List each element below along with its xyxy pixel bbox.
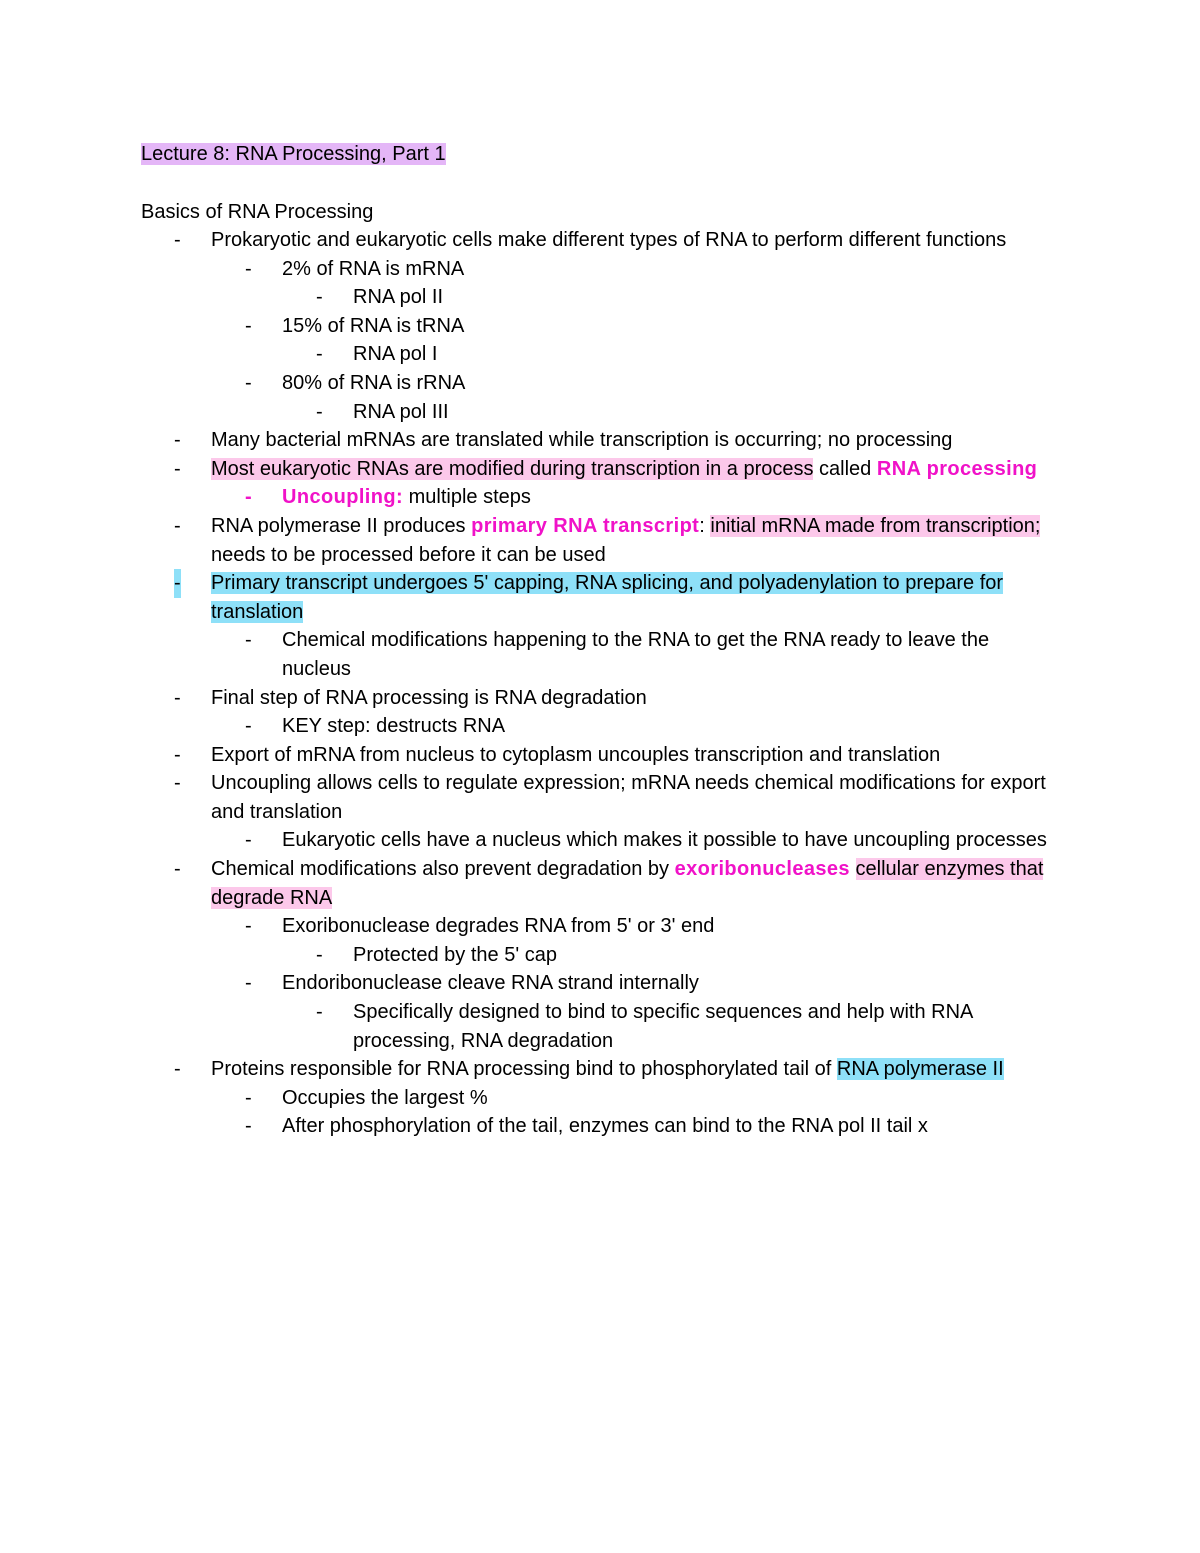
bullet-dash: - bbox=[245, 972, 252, 995]
list-item-text bbox=[211, 855, 1061, 912]
list-item bbox=[0, 826, 1200, 855]
list-item bbox=[0, 969, 1200, 998]
list-item bbox=[0, 312, 1200, 341]
list-item-text: Endoribonuclease cleave RNA strand internally bbox=[282, 972, 699, 995]
list-item-text bbox=[211, 1055, 1061, 1084]
bullet-dash: - bbox=[174, 743, 181, 766]
list-item bbox=[0, 398, 1200, 427]
text-run: called bbox=[813, 457, 877, 480]
keyword-rna-processing: RNA processing bbox=[876, 457, 1038, 480]
bullet-dash: - bbox=[174, 514, 181, 537]
text-run: multiple steps bbox=[403, 486, 531, 509]
list-item bbox=[0, 283, 1200, 312]
list-item bbox=[0, 998, 1200, 1055]
list-item-text: Final step of RNA processing is RNA degradation bbox=[211, 686, 647, 709]
list-item bbox=[0, 569, 1200, 626]
list-item-text: Specifically designed to bind to specific sequences and help with RNA processing, RNA degradation bbox=[353, 1001, 973, 1052]
list-item-text: Exoribonuclease degrades RNA from 5' or 3' end bbox=[282, 915, 715, 938]
bullet-dash: - bbox=[174, 457, 181, 480]
bullet-dash: - bbox=[174, 686, 181, 709]
keyword-exoribonucleases: exoribonucleases bbox=[674, 858, 850, 881]
bullet-dash: - bbox=[316, 343, 323, 366]
list-item bbox=[0, 483, 1200, 512]
text-run: RNA polymerase II produces bbox=[211, 514, 472, 537]
bullet-dash: - bbox=[245, 829, 252, 852]
list-item bbox=[0, 769, 1200, 826]
bullet-dash: - bbox=[174, 858, 181, 881]
cyan-highlight: Primary transcript undergoes 5' capping, RNA splicing, and polyadenylation to prepare for translation bbox=[211, 572, 1004, 623]
cyan-highlight: RNA polymerase II bbox=[836, 1058, 1004, 1081]
bullet-dash: - bbox=[245, 486, 253, 509]
bullet-dash: - bbox=[316, 286, 323, 309]
list-item-text: 80% of RNA is rRNA bbox=[282, 371, 466, 394]
list-item-text: After phosphorylation of the tail, enzymes can bind to the RNA pol II tail x bbox=[282, 1115, 928, 1138]
list-item bbox=[0, 741, 1200, 770]
list-item-text: Protected by the 5' cap bbox=[353, 943, 557, 966]
list-item-text: Uncoupling allows cells to regulate expression; mRNA needs chemical modifications for export and translation bbox=[211, 772, 1046, 823]
list-item bbox=[0, 941, 1200, 970]
list-item bbox=[0, 684, 1200, 713]
bullet-dash: - bbox=[174, 569, 181, 598]
text-run: Proteins responsible for RNA processing bind to phosphorylated tail of bbox=[211, 1058, 837, 1081]
notes-list bbox=[0, 226, 1200, 1141]
list-item-text bbox=[211, 512, 1061, 569]
list-item-text: Occupies the largest % bbox=[282, 1086, 488, 1109]
list-item-text: Many bacterial mRNAs are translated while transcription is occurring; no processing bbox=[211, 429, 953, 452]
list-item-text: Chemical modifications happening to the RNA to get the RNA ready to leave the nucleus bbox=[282, 629, 990, 680]
bullet-dash: - bbox=[316, 1001, 323, 1024]
keyword-primary-rna-transcript: primary RNA transcript bbox=[471, 514, 700, 537]
list-item-text bbox=[282, 483, 1062, 512]
bullet-dash: - bbox=[245, 314, 252, 337]
bullet-dash: - bbox=[174, 772, 181, 795]
bullet-dash: - bbox=[245, 629, 252, 652]
list-item-text: RNA pol I bbox=[353, 343, 438, 366]
list-item bbox=[0, 626, 1200, 683]
list-item bbox=[0, 1112, 1200, 1141]
list-item-text bbox=[211, 569, 1061, 626]
list-item bbox=[0, 712, 1200, 741]
list-item bbox=[0, 426, 1200, 455]
list-item bbox=[0, 855, 1200, 912]
text-run: Chemical modifications also prevent degradation by bbox=[211, 858, 675, 881]
list-item-text bbox=[211, 455, 1061, 484]
list-item bbox=[0, 226, 1200, 255]
text-run: : bbox=[699, 514, 711, 537]
list-item bbox=[0, 255, 1200, 284]
text-run: needs to be processed before it can be used bbox=[211, 543, 606, 566]
bullet-dash: - bbox=[245, 915, 252, 938]
pink-highlight: initial mRNA made from transcription; bbox=[710, 514, 1041, 537]
list-item bbox=[0, 512, 1200, 569]
list-item-text: Prokaryotic and eukaryotic cells make different types of RNA to perform different functions bbox=[211, 229, 1007, 251]
section-heading: Basics of RNA Processing bbox=[141, 201, 374, 223]
list-item-text: Export of mRNA from nucleus to cytoplasm uncouples transcription and translation bbox=[211, 743, 941, 766]
text-run bbox=[850, 858, 856, 880]
lecture-title-highlight: Lecture 8: RNA Processing, Part 1 bbox=[141, 143, 446, 165]
bullet-dash: - bbox=[245, 1115, 252, 1138]
pink-highlight: Most eukaryotic RNAs are modified during transcription in a process bbox=[211, 457, 814, 480]
list-item bbox=[0, 340, 1200, 369]
list-item-text: Eukaryotic cells have a nucleus which makes it possible to have uncoupling processes bbox=[282, 829, 1047, 852]
list-item bbox=[0, 455, 1200, 484]
bullet-dash: - bbox=[245, 1086, 252, 1109]
list-item bbox=[0, 1084, 1200, 1113]
bullet-dash: - bbox=[174, 429, 181, 452]
list-item bbox=[0, 1055, 1200, 1084]
pink-highlight: cellular enzymes that degrade RNA bbox=[211, 858, 1044, 909]
bullet-dash: - bbox=[316, 400, 323, 423]
list-item-text: 15% of RNA is tRNA bbox=[282, 314, 465, 337]
list-item-text: RNA pol II bbox=[353, 286, 444, 309]
lecture-title bbox=[141, 140, 446, 168]
bullet-dash: - bbox=[316, 943, 323, 966]
keyword-uncoupling: Uncoupling: bbox=[282, 486, 404, 509]
list-item-text: RNA pol III bbox=[353, 400, 449, 423]
list-item-text: 2% of RNA is mRNA bbox=[282, 257, 465, 280]
bullet-dash: - bbox=[245, 715, 252, 738]
list-item bbox=[0, 369, 1200, 398]
list-item-text: KEY step: destructs RNA bbox=[282, 715, 506, 738]
list-item bbox=[0, 912, 1200, 941]
bullet-dash: - bbox=[245, 257, 252, 280]
bullet-dash: - bbox=[245, 371, 252, 394]
bullet-dash: - bbox=[174, 229, 181, 251]
bullet-dash: - bbox=[174, 1058, 181, 1081]
